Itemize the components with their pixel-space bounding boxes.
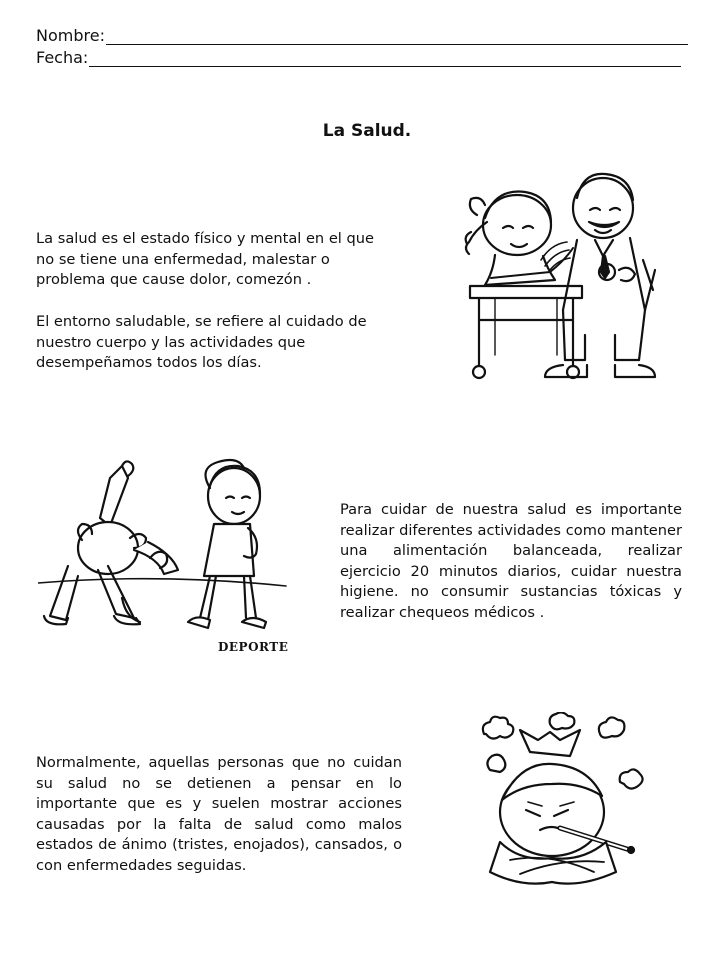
paragraph-health-definition: La salud es el estado físico y mental en el que no se tiene una enfermedad, malestar o problema que cause dolor, comezón . — [36, 230, 374, 288]
paragraph-lack-of-health: Normalmente, aquellas personas que no cuidan su salud no se detienen a pensar en lo importante que es y suelen mostrar acciones causadas por la falta de salud como malos estados de ánimo (tristes, enojados), cansados, o con enfermedades seguidas. — [36, 754, 402, 874]
paragraph-health-care: Para cuidar de nuestra salud es importante realizar diferentes actividades como mantener una alimentación balanceada, realizar ejercicio 20 minutos diarios, cuidar nuestra higiene. no consumir sustancias tóxicas y realizar chequeos médicos . — [340, 501, 682, 621]
page-title: La Salud. — [322, 121, 412, 141]
exercise-kids-illustration — [38, 458, 288, 643]
paragraph-healthy-environment: El entorno saludable, se refiere al cuidado de nuestro cuerpo y las actividades que desempeñamos todos los días. — [36, 313, 367, 371]
doctor-patient-illustration — [455, 160, 670, 395]
nombre-field[interactable] — [36, 26, 688, 45]
fecha-field[interactable] — [36, 48, 681, 67]
deporte-caption: DEPORTE — [218, 640, 289, 654]
fecha-blank-line[interactable] — [89, 52, 681, 67]
nombre-blank-line[interactable] — [106, 30, 688, 45]
sick-person-illustration — [470, 712, 650, 892]
nombre-label: Nombre: — [36, 26, 105, 45]
fecha-label: Fecha: — [36, 48, 89, 67]
